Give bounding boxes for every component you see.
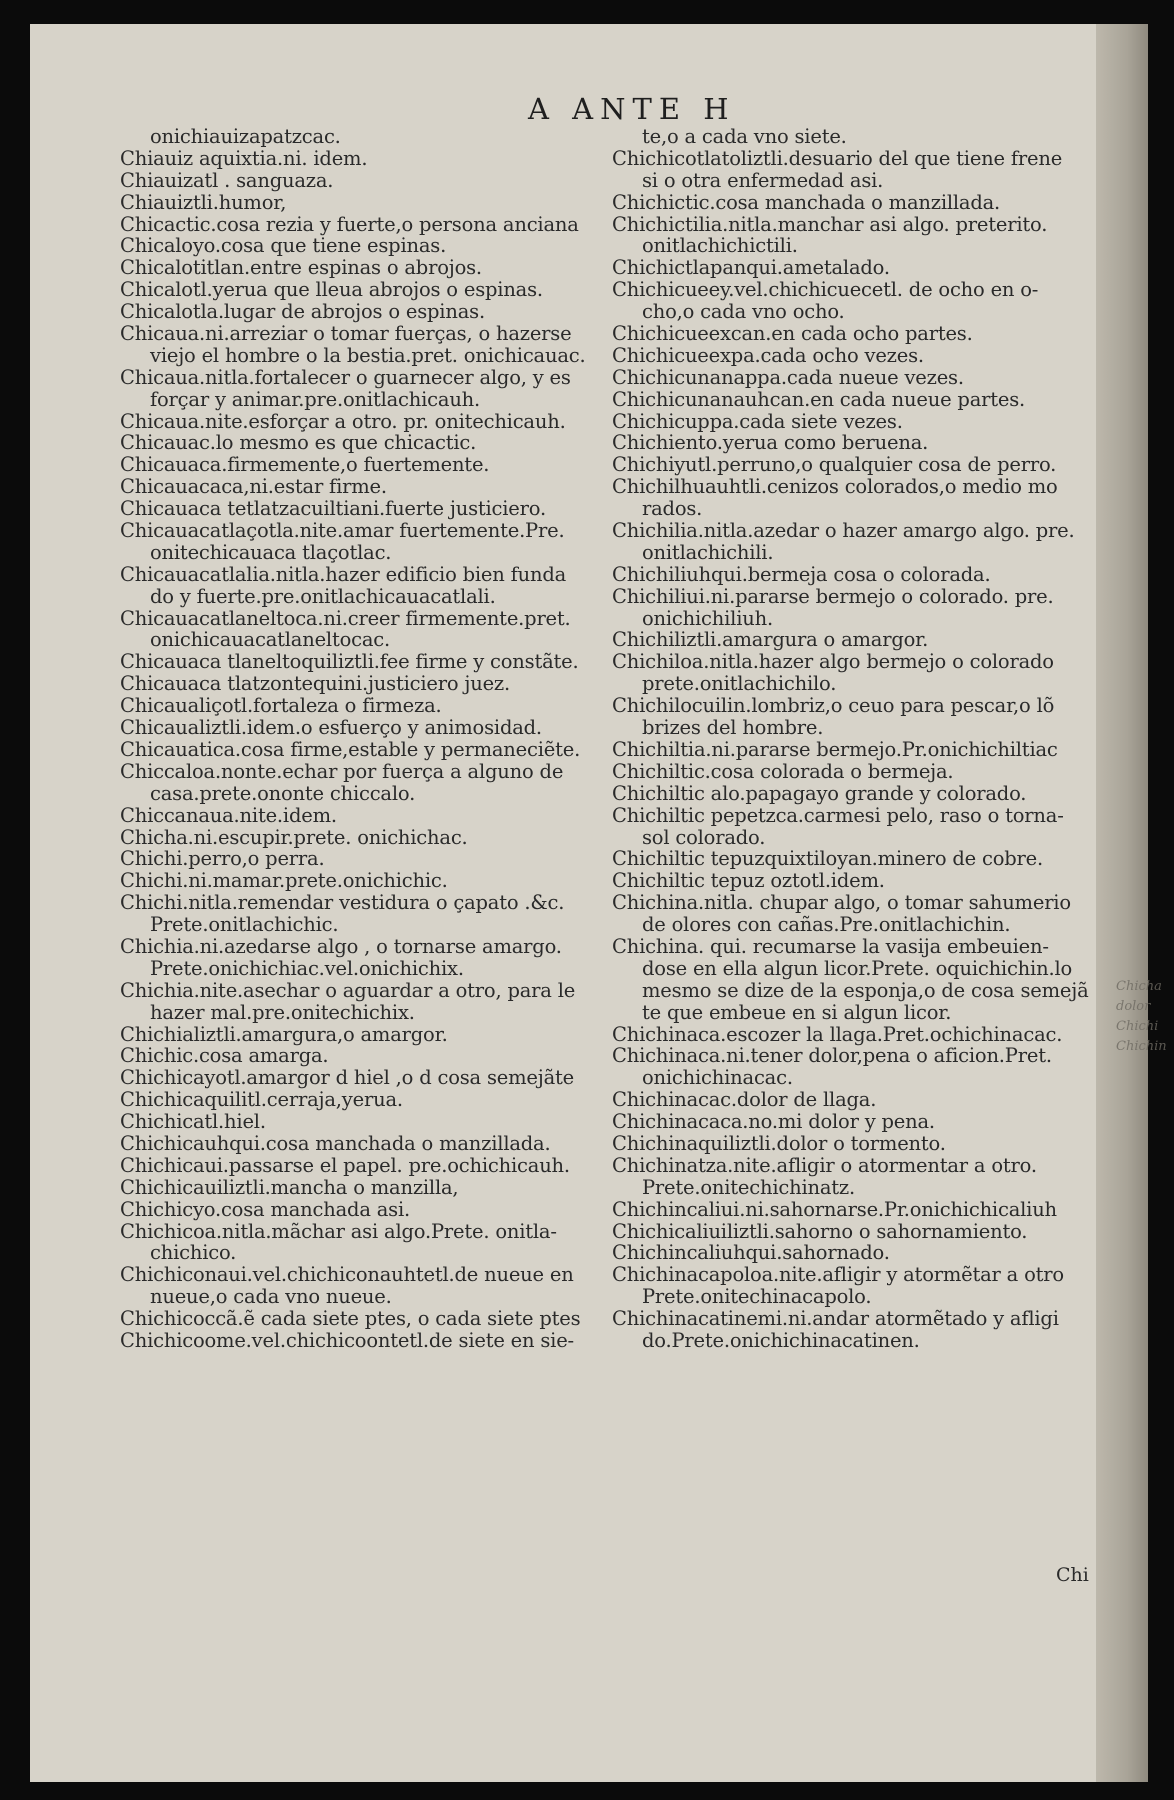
dictionary-entry-line: Chicauaca.firmemente,o fuertemente.: [120, 453, 490, 477]
dictionary-entry-line: Chichiyutl.perruno,o qualquier cosa de perro.: [612, 453, 1057, 477]
dictionary-entry-line: Prete.onitechichinatz.: [642, 1175, 855, 1199]
dictionary-entry-line: Chichi.ni.mamar.prete.onichichic.: [120, 869, 448, 893]
dictionary-entry-line: forçar y animar.pre.onitlachicauh.: [150, 387, 481, 411]
dictionary-entry-line: dose en ella algun licor.Prete. oquichichin.lo: [642, 956, 1073, 980]
dictionary-entry-line: Chichicunanauhcan.en cada nueue partes.: [612, 387, 1026, 411]
dictionary-entry-line: Chichiltic.cosa colorada o bermeja.: [612, 759, 954, 783]
dictionary-entry-line: Chichia.nite.asechar o aguardar a otro, para le: [120, 978, 576, 1002]
dictionary-entry-line: casa.prete.ononte chiccalo.: [150, 781, 416, 805]
dictionary-entry-line: sol colorado.: [642, 825, 766, 849]
dictionary-entry-line: Chicauacatlalia.nitla.hazer edificio bien funda: [120, 562, 567, 586]
dictionary-entry-line: Chicha.ni.escupir.prete. onichichac.: [120, 825, 468, 849]
dictionary-entry-line: Chicauaca tetlatzacuiltiani.fuerte justiciero.: [120, 497, 546, 521]
left-column: [120, 126, 610, 1352]
dictionary-entry-line: chichico.: [150, 1241, 237, 1265]
dictionary-entry-line: Chichiltic alo.papagayo grande y colorado.: [612, 781, 1027, 805]
dictionary-entry-line: te que embeue en si algun licor.: [642, 1000, 952, 1024]
dictionary-entry-line: Prete.onitechinacapolo.: [642, 1285, 872, 1309]
dictionary-entry-line: Chicaloyo.cosa que tiene espinas.: [120, 234, 447, 258]
dictionary-entry-line: Chichicoa.nitla.mãchar asi algo.Prete. onitla-: [120, 1219, 557, 1243]
dictionary-entry-line: Chicaua.ni.arreziar o tomar fuerças, o hazerse: [120, 322, 572, 346]
dictionary-entry-line: Chichicyo.cosa manchada asi.: [120, 1197, 411, 1221]
dictionary-entry-line: Chichiltic tepuzquixtiloyan.minero de cobre.: [612, 847, 1043, 871]
dictionary-entry-line: onichicauacatlaneltocac.: [150, 628, 391, 652]
dictionary-entry-line: Chicauacatlaneltoca.ni.creer firmemente.pret.: [120, 606, 571, 630]
dictionary-entry-line: Chichinatza.nite.afligir o atormentar a otro.: [612, 1153, 1037, 1177]
dictionary-entry-line: Chichiliui.ni.pararse bermejo o colorado. pre.: [612, 584, 1054, 608]
dictionary-entry-line: onitlachichili.: [642, 540, 774, 564]
dictionary-entry-line: rados.: [642, 497, 703, 521]
dictionary-entry-line: Prete.onichichiac.vel.onichichix.: [150, 956, 464, 980]
dictionary-entry-line: onichichiliuh.: [642, 606, 773, 630]
dictionary-entry-line: Chicauatica.cosa firme,estable y permaneciẽte.: [120, 737, 581, 761]
dictionary-entry-line: Chichicunanappa.cada nueue vezes.: [612, 365, 964, 389]
dictionary-entry-line: Chichicoccã.ẽ cada siete ptes, o cada siete ptes: [120, 1307, 581, 1331]
dictionary-entry-line: Chichicotlatoliztli.desuario del que tiene frene: [612, 146, 1063, 170]
dictionary-entry-line: do y fuerte.pre.onitlachicauacatlali.: [150, 584, 496, 608]
dictionary-entry-line: Chichiloa.nitla.hazer algo bermejo o colorado: [612, 650, 1054, 674]
dictionary-entry-line: si o otra enfermedad asi.: [642, 168, 884, 192]
dictionary-entry-line: Chichi.perro,o perra.: [120, 847, 325, 871]
catchword: Chi: [1056, 1564, 1089, 1586]
dictionary-entry-line: Chichina. qui. recumarse la vasija embeuien-: [612, 934, 1049, 958]
dictionary-entry-line: Chicaua.nite.esforçar a otro. pr. onitechicauh.: [120, 409, 566, 433]
dictionary-entry-line: Chiccanaua.nite.idem.: [120, 803, 337, 827]
dictionary-entry-line: Chicalotl.yerua que lleua abrojos o espinas.: [120, 278, 543, 302]
dictionary-entry-line: do.Prete.onichichinacatinen.: [642, 1328, 920, 1352]
dictionary-entry-line: Chicactic.cosa rezia y fuerte,o persona anciana: [120, 212, 579, 236]
dictionary-entry-line: Chichicauiliztli.mancha o manzilla,: [120, 1175, 459, 1199]
dictionary-entry-line: Chichinaca.ni.tener dolor,pena o aficion.Pret.: [612, 1044, 1052, 1068]
dictionary-entry-line: Chichilhuauhtli.cenizos colorados,o medio mo: [612, 475, 1058, 499]
dictionary-entry-line: Chichinaquiliztli.dolor o tormento.: [612, 1131, 946, 1155]
dictionary-entry-line: Chichinacac.dolor de llaga.: [612, 1088, 877, 1112]
dictionary-entry-line: Chiauiztli.humor,: [120, 190, 287, 214]
dictionary-entry-line: viejo el hombre o la bestia.pret. onichicauac.: [150, 343, 586, 367]
dictionary-entry-line: Chichia.ni.azedarse algo , o tornarse amargo.: [120, 934, 562, 958]
dictionary-entry-line: Chicauaca tlaneltoquiliztli.fee firme y constãte.: [120, 650, 579, 674]
dictionary-entry-line: prete.onitlachichilo.: [642, 672, 837, 696]
dictionary-entry-line: Chichilia.nitla.azedar o hazer amargo algo. pre.: [612, 519, 1075, 543]
bleed-text: Chichi: [1116, 1019, 1159, 1034]
dictionary-entry-line: hazer mal.pre.onitechichix.: [150, 1000, 415, 1024]
dictionary-entry-line: Chichicayotl.amargor d hiel ,o d cosa semejãte: [120, 1066, 575, 1090]
dictionary-entry-line: Chicauac.lo mesmo es que chicactic.: [120, 431, 477, 455]
dictionary-entry-line: Chicauacaca,ni.estar firme.: [120, 475, 387, 499]
dictionary-entry-line: Chichiconaui.vel.chichiconauhtetl.de nueue en: [120, 1263, 574, 1287]
dictionary-entry-line: Chichiltic pepetzca.carmesi pelo, raso o torna-: [612, 803, 1064, 827]
dictionary-entry-line: Chichincaliuhqui.sahornado.: [612, 1241, 890, 1265]
dictionary-entry-line: Chichicaui.passarse el papel. pre.ochichicauh.: [120, 1153, 570, 1177]
dictionary-entry-line: Chicaualiçotl.fortaleza o firmeza.: [120, 694, 442, 718]
dictionary-entry-line: onitlachichictili.: [642, 234, 798, 258]
dictionary-entry-line: Chichilocuilin.lombriz,o ceuo para pescar,o lõ: [612, 694, 1055, 718]
dictionary-entry-line: Chichiliuhqui.bermeja cosa o colorada.: [612, 562, 991, 586]
dictionary-entry-line: Chichiltia.ni.pararse bermejo.Pr.onichichiltiac: [612, 737, 1058, 761]
dictionary-entry-line: Chiauiz aquixtia.ni. idem.: [120, 146, 368, 170]
dictionary-entry-line: Chicauaca tlatzontequini.justiciero juez.: [120, 672, 511, 696]
bleed-text: Chicha: [1116, 979, 1162, 994]
dictionary-entry-line: mesmo se dize de la esponja,o de cosa semejã: [642, 978, 1089, 1002]
dictionary-entry-line: Chichincaliui.ni.sahornarse.Pr.onichichicaliuh: [612, 1197, 1057, 1221]
dictionary-entry-line: brizes del hombre.: [642, 716, 824, 740]
bleed-text: Chichin: [1116, 1039, 1167, 1054]
dictionary-entry-line: Chichic.cosa amarga.: [120, 1044, 329, 1068]
dictionary-entry-line: Chichinacapoloa.nite.afligir y atormẽtar a otro: [612, 1263, 1064, 1287]
dictionary-entry-line: Chichi.nitla.remendar vestidura o çapato .&c.: [120, 891, 565, 915]
dictionary-entry-line: Chichicueexpa.cada ocho vezes.: [612, 343, 924, 367]
dictionary-entry-line: Chichicauhqui.cosa manchada o manzillada.: [120, 1131, 551, 1155]
dictionary-entry-line: Chichiltic tepuz oztotl.idem.: [612, 869, 885, 893]
dictionary-entry-line: Chicalotla.lugar de abrojos o espinas.: [120, 300, 485, 324]
dictionary-entry-line: Chichinacaca.no.mi dolor y pena.: [612, 1110, 935, 1134]
dictionary-entry-line: Chichinacatinemi.ni.andar atormẽtado y afligi: [612, 1307, 1059, 1331]
dictionary-entry-line: Chicaua.nitla.fortalecer o guarnecer algo, y es: [120, 365, 571, 389]
dictionary-entry-line: te,o a cada vno siete.: [642, 125, 847, 148]
dictionary-entry-line: Chichicueexcan.en cada ocho partes.: [612, 322, 973, 346]
dictionary-entry-line: Chichicoome.vel.chichicoontetl.de siete en sie-: [120, 1328, 574, 1352]
dictionary-entry-line: Chichictilia.nitla.manchar asi algo. preterito.: [612, 212, 1048, 236]
dictionary-entry-line: Chichicaquilitl.cerraja,yerua.: [120, 1088, 403, 1112]
dictionary-entry-line: Chicaualiztli.idem.o esfuerço y animosidad.: [120, 716, 542, 740]
dictionary-entry-line: Chicauacatlaçotla.nite.amar fuertemente.Pre.: [120, 519, 565, 543]
running-header: A ANTE H: [528, 92, 736, 126]
dictionary-entry-line: Chicalotitlan.entre espinas o abrojos.: [120, 256, 482, 280]
dictionary-entry-line: Chiauizatl . sanguaza.: [120, 168, 334, 192]
dictionary-entry-line: Chichina.nitla. chupar algo, o tomar sahumerio: [612, 891, 1071, 915]
dictionary-entry-line: Chichiliztli.amargura o amargor.: [612, 628, 929, 652]
dictionary-entry-line: Chichiento.yerua como beruena.: [612, 431, 929, 455]
dictionary-entry-line: Chichictic.cosa manchada o manzillada.: [612, 190, 1001, 214]
dictionary-entry-line: Chichializtli.amargura,o amargor.: [120, 1022, 448, 1046]
dictionary-entry-line: nueue,o cada vno nueue.: [150, 1285, 392, 1309]
dictionary-entry-line: onichiauizapatzcac.: [150, 125, 341, 148]
dictionary-entry-line: de olores con cañas.Pre.onitlachichin.: [642, 913, 1011, 937]
right-column: [612, 126, 1092, 1352]
dictionary-entry-line: Chichicueey.vel.chichicuecetl. de ocho en o-: [612, 278, 1039, 302]
dictionary-entry-line: Chichictlapanqui.ametalado.: [612, 256, 890, 280]
dictionary-entry-line: Chichinaca.escozer la llaga.Pret.ochichinacac.: [612, 1022, 1063, 1046]
dictionary-entry-line: Chichicaliuiliztli.sahorno o sahornamiento.: [612, 1219, 1028, 1243]
facing-page-edge: [1096, 24, 1167, 1782]
dictionary-entry-line: Chichicatl.hiel.: [120, 1110, 266, 1134]
dictionary-entry-line: Chiccaloa.nonte.echar por fuerça a alguno de: [120, 759, 564, 783]
dictionary-entry-line: onitechicauaca tlaçotlac.: [150, 540, 392, 564]
dictionary-entry-line: onichichinacac.: [642, 1066, 793, 1090]
bleed-text: dolor: [1116, 999, 1151, 1014]
dictionary-entry-line: Prete.onitlachichic.: [150, 913, 339, 937]
dictionary-entry-line: Chichicuppa.cada siete vezes.: [612, 409, 903, 433]
dictionary-entry-line: cho,o cada vno ocho.: [642, 300, 845, 324]
